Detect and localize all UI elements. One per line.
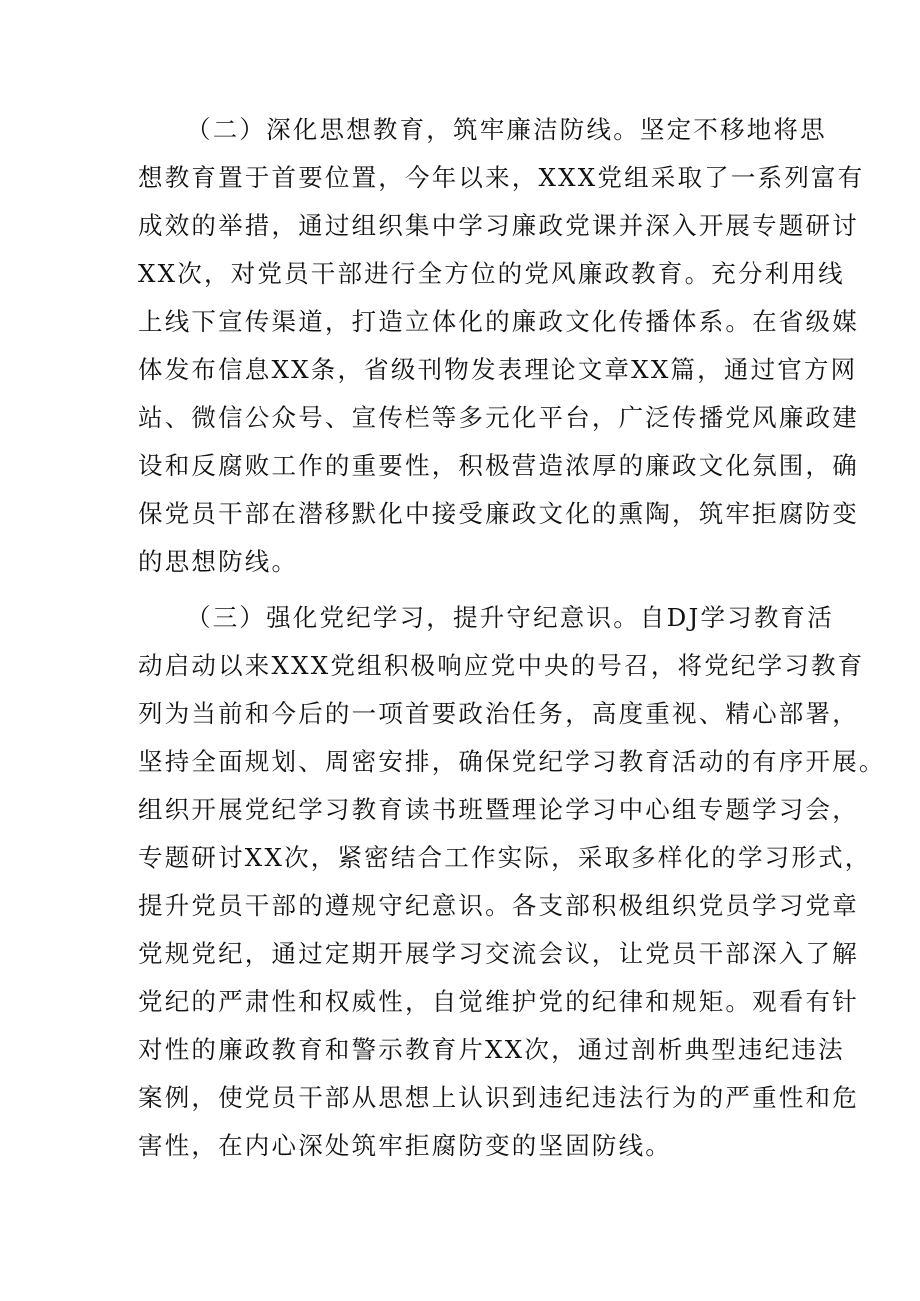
paragraph-1-line-4: XX次，对党员干部进行全方位的党风廉政教育。充分利用线 <box>138 259 845 288</box>
paragraph-1-line-8: 设和反腐败工作的重要性，积极营造浓厚的廉政文化氛围，确 <box>138 451 859 480</box>
paragraph-2-line-6: 专题研讨XX次，紧密结合工作实际，采取多样化的学习形式， <box>138 843 872 872</box>
paragraph-2-line-2: 动启动以来XXX党组积极响应党中央的号召，将党纪学习教育 <box>138 651 865 680</box>
paragraph-2-line-8: 党规党纪，通过定期开展学习交流会议，让党员干部深入了解 <box>138 939 859 968</box>
paragraph-2-line-5: 组织开展党纪学习教育读书班暨理论学习中心组专题学习会， <box>138 795 859 824</box>
paragraph-2-line-11: 案例，使党员干部从思想上认识到违纪违法行为的严重性和危 <box>138 1083 859 1112</box>
paragraph-1-line-2: 想教育置于首要位置，今年以来，XXX党组采取了一系列富有 <box>138 163 865 192</box>
paragraph-1-line-3: 成效的举措，通过组织集中学习廉政党课并深入开展专题研讨 <box>138 211 859 240</box>
paragraph-1-line-1: （二）深化思想教育，筑牢廉洁防线。坚定不移地将思 <box>186 115 827 144</box>
paragraph-1-line-6: 体发布信息XX条，省级刊物发表理论文章XX篇，通过官方网 <box>138 355 858 384</box>
paragraph-1-line-7: 站、微信公众号、宣传栏等多元化平台，广泛传播党风廉政建 <box>138 403 859 432</box>
paragraph-2-line-4: 坚持全面规划、周密安排，确保党纪学习教育活动的有序开展。 <box>138 747 886 776</box>
paragraph-2-line-9: 党纪的严肃性和权威性，自觉维护党的纪律和规矩。观看有针 <box>138 987 859 1016</box>
paragraph-2-line-10: 对性的廉政教育和警示教育片XX次，通过剖析典型违纪违法 <box>138 1035 845 1064</box>
paragraph-1-line-5: 上线下宣传渠道，打造立体化的廉政文化传播体系。在省级媒 <box>138 307 859 336</box>
paragraph-2-line-3: 列为当前和今后的一项首要政治任务，高度重视、精心部署， <box>138 699 859 728</box>
paragraph-1-line-10: 的思想防线。 <box>138 547 299 576</box>
paragraph-1-line-9: 保党员干部在潜移默化中接受廉政文化的熏陶，筑牢拒腐防变 <box>138 499 859 528</box>
paragraph-2-line-7: 提升党员干部的遵规守纪意识。各支部积极组织党员学习党章 <box>138 891 859 920</box>
paragraph-2-line-12: 害性，在内心深处筑牢拒腐防变的坚固防线。 <box>138 1131 672 1160</box>
paragraph-2-line-1: （三）强化党纪学习，提升守纪意识。自DJ学习教育活 <box>186 603 834 632</box>
